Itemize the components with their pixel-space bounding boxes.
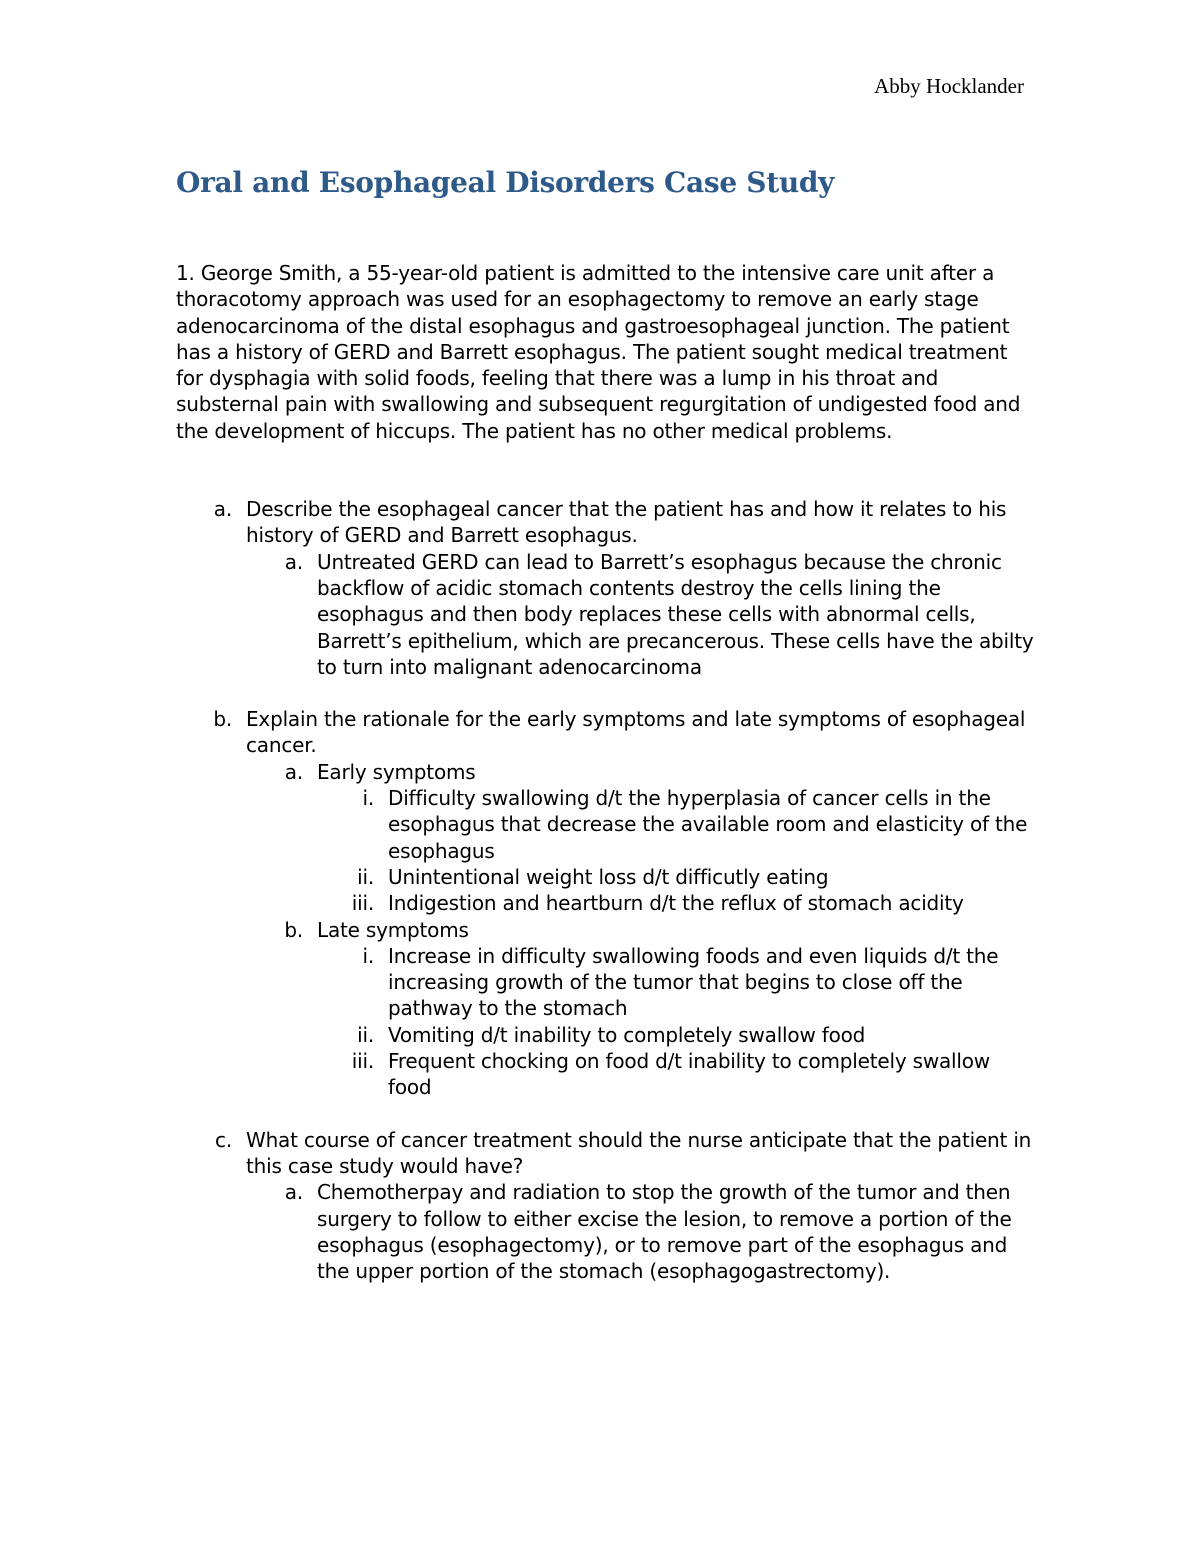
late-symptom-item (176, 943, 1036, 1022)
list-item-text: Vomiting d/t inability to completely swallow food (388, 1022, 866, 1047)
list-marker: i. (362, 943, 374, 968)
list-marker: iii. (351, 1049, 374, 1074)
early-symptoms-marker: a. (284, 759, 303, 784)
list-marker: iii. (351, 891, 374, 916)
late-symptom-item (176, 1048, 1036, 1101)
list-item-text: Indigestion and heartburn d/t the reflux of stomach acidity (388, 891, 964, 916)
question-text: George Smith, a 55-year-old patient is admitted to the intensive care unit after a thoracotomy approach was used for an esophagectomy to remove an early stage adenocarcinoma of the distal esophagus and gastroesophageal junction. The patient has a history of GERD and Barrett esophagus. The patient sought medical treatment for dysphagia with solid foods, feeling that there was a lump in his throat and substernal pain with swallowing and subsequent regurgitation of undigested food and the development of hiccups. The patient has no other medical problems. (176, 261, 1021, 443)
early-symptom-item (176, 890, 1036, 916)
list-marker: ii. (357, 864, 374, 889)
part-c-answer-marker: a. (284, 1180, 303, 1205)
case-question (176, 260, 1036, 444)
early-symptoms-label: Early symptoms (317, 759, 476, 784)
list-item-text: Increase in difficulty swallowing foods and even liquids d/t the increasing growth of the tumor that begins to close off the pathway to the stomach (388, 943, 999, 1021)
list-item-text: Unintentional weight loss d/t difficutly eating (388, 864, 829, 889)
part-a (176, 496, 1036, 680)
list-item-text: Difficulty swallowing d/t the hyperplasia of cancer cells in the esophagus that decrease the available room and elasticity of the esophagus (388, 786, 1028, 863)
part-a-text: Describe the esophageal cancer that the patient has and how it relates to his history of GERD and Barrett esophagus. (246, 497, 1007, 548)
part-c-answer (176, 1179, 1036, 1284)
part-a-answer-text: Untreated GERD can lead to Barrett’s esophagus because the chronic backflow of acidic stomach contents destroy the cells lining the esophagus and then body replaces these cells with abnormal cells, Barrett’s epithelium, which are precancerous. These cells have the abilty to turn into malignant adenocarcinoma (317, 549, 1034, 679)
early-symptom-item (176, 864, 1036, 890)
author-name: Abby Hocklander (874, 74, 1024, 98)
question-number: 1. (176, 261, 195, 285)
list-item-text: Frequent chocking on food d/t inability to completely swallow food (388, 1049, 990, 1100)
part-b-prompt (176, 706, 1036, 759)
part-c-marker: c. (215, 1127, 232, 1152)
late-symptoms-heading (176, 917, 1036, 943)
list-marker: i. (362, 786, 374, 811)
late-symptoms-label: Late symptoms (317, 917, 469, 942)
page-title: Oral and Esophageal Disorders Case Study (176, 166, 835, 199)
part-b-text: Explain the rationale for the early symptoms and late symptoms of esophageal cancer. (246, 707, 1026, 758)
part-a-marker: a. (213, 497, 232, 522)
early-symptom-item (176, 785, 1036, 864)
part-a-prompt (176, 496, 1036, 549)
early-symptoms-heading (176, 759, 1036, 785)
part-b (176, 706, 1036, 1100)
part-a-answer (176, 549, 1036, 680)
late-symptom-item (176, 1022, 1036, 1048)
part-c-text: What course of cancer treatment should the nurse anticipate that the patient in this case study would have? (246, 1127, 1032, 1178)
part-c-prompt (176, 1127, 1036, 1180)
part-a-answer-marker: a. (284, 549, 303, 574)
part-c-answer-text: Chemotherpay and radiation to stop the growth of the tumor and then surgery to follow to either excise the lesion, to remove a portion of the esophagus (esophagectomy), or to remove part of the esophagus and the upper portion of the stomach (esophagogastrectomy). (317, 1180, 1012, 1284)
list-marker: ii. (357, 1022, 374, 1047)
document-body (176, 260, 1036, 1284)
part-c (176, 1127, 1036, 1285)
late-symptoms-marker: b. (284, 917, 303, 942)
part-b-marker: b. (213, 707, 232, 732)
